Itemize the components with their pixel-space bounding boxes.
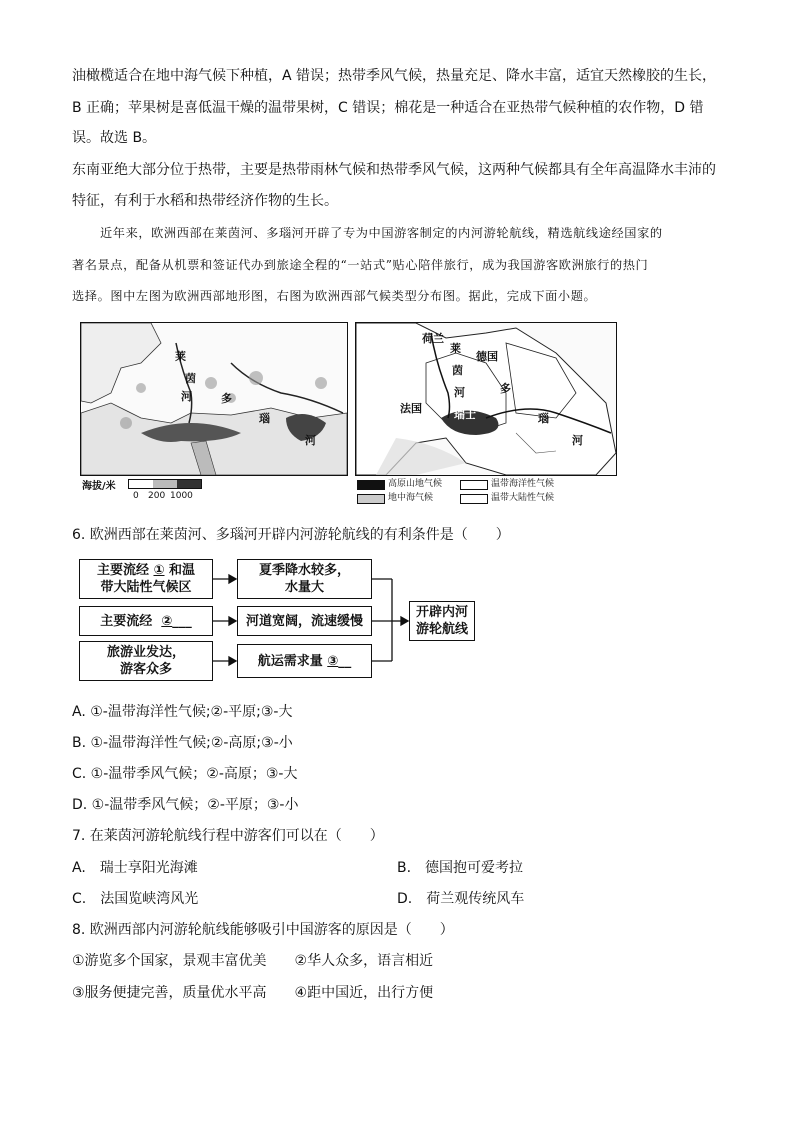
explanation-line: 误。故选 B。 <box>72 130 157 146</box>
elevation-tick: 200 <box>148 491 166 501</box>
flow-mid-2 <box>237 606 372 636</box>
intro-line: 近年来，欧洲西部在莱茵河、多瑙河开辟了专为中国游客制定的内河游轮航线，精选航线途经国家的 <box>100 226 663 240</box>
flow-mid-1-line1: 夏季降水较多， <box>258 563 350 578</box>
map-label-he: 河 <box>181 390 192 403</box>
q7-option-c: C. 法国览峡湾风光 <box>72 891 199 907</box>
q7-option-b: B. 德国抱可爱考拉 <box>397 860 524 876</box>
flow-mid-1-line2: 水量大 <box>284 580 324 595</box>
intro-line: 选择。图中左图为欧洲西部地形图，右图为欧洲西部气候类型分布图。据此，完成下面小题。 <box>72 289 597 303</box>
q6-option-a: A. ①-温带海洋性气候;②-平原;③-大 <box>72 704 293 720</box>
legend-mediterranean: 地中海气候 <box>388 493 434 503</box>
q6-option-d: D. ①-温带季风气候；②-平原；③-小 <box>72 797 299 813</box>
explanation-line: 东南亚绝大部分位于热带，主要是热带雨林气候和热带季风气候，这两种气候都具有全年高温降水丰沛的 <box>72 162 716 178</box>
elevation-legend-title: 海拔/米 <box>82 481 116 492</box>
flow-result-line1: 开辟内河 <box>415 605 468 620</box>
elevation-tick: 0 <box>133 491 139 501</box>
flow-box-3 <box>79 641 213 681</box>
flow-box-3-line2: 游客众多 <box>119 662 172 677</box>
map-label-lai: 莱 <box>175 350 186 363</box>
q8-stem: 8. 欧洲西部内河游轮航线能够吸引中国游客的原因是（ ） <box>72 922 454 938</box>
q7-option-a: A. 瑞士享阳光海滩 <box>72 860 198 876</box>
explanation-line: 特征，有利于水稻和热带经济作物的生长。 <box>72 193 338 209</box>
map-label-germany: 德国 <box>476 350 498 363</box>
map-label-duo: 多 <box>221 392 232 405</box>
flow-mid-2-line: 河道宽阔，流速缓慢 <box>245 613 363 629</box>
map-label-nao: 瑙 <box>259 412 270 425</box>
flow-box-1-line1: 主要流经 ① 和温 <box>96 563 196 578</box>
legend-oceanic: 温带海洋性气候 <box>491 479 555 489</box>
q8-statements-2: ③服务便捷完善，质量优水平高 ④距中国近，出行方便 <box>72 985 434 1001</box>
flow-result-line2: 游轮航线 <box>415 622 468 637</box>
q6-option-c: C. ①-温带季风气候；②-高原；③-大 <box>72 766 298 782</box>
map-label-netherlands: 荷兰 <box>422 332 444 345</box>
flow-result <box>409 601 475 641</box>
explanation-line: 油橄榄适合在地中海气候下种植，A 错误；热带季风气候，热量充足、降水丰富，适宜天然橡胶的生长， <box>72 68 717 84</box>
q6-option-b: B. ①-温带海洋性气候;②-高原;③-小 <box>72 735 293 751</box>
map-label-nao: 瑙 <box>538 412 549 425</box>
flow-box-3-line1: 旅游业发达， <box>106 645 185 660</box>
map-label-he: 河 <box>454 386 465 399</box>
explanation-line: B 正确；苹果树是喜低温干燥的温带果树，C 错误；棉花是一种适合在亚热带气候种植的农作物，D 错 <box>72 100 704 116</box>
q7-stem: 7. 在莱茵河游轮航线行程中游客们可以在（ ） <box>72 828 384 844</box>
map-label-yin: 茵 <box>452 364 463 377</box>
legend-continental: 温带大陆性气候 <box>491 493 555 503</box>
flow-mid-3 <box>237 644 372 678</box>
intro-line: 著名景点，配备从机票和签证代办到旅途全程的“一站式”贴心陪伴旅行，成为我国游客欧洲旅行的热门 <box>72 258 649 272</box>
flow-box-1-line2: 带大陆性气候区 <box>100 580 192 595</box>
legend-highland: 高原山地气候 <box>388 479 443 489</box>
map-label-he2: 河 <box>305 434 316 447</box>
q8-statements-1: ①游览多个国家，景观丰富优美 ②华人众多，语言相近 <box>72 953 434 969</box>
map-label-switzerland: 瑞士 <box>454 408 476 421</box>
flow-mid-3-line: 航运需求量 ③__ <box>257 653 352 669</box>
flow-mid-1 <box>237 559 372 599</box>
map-label-he2: 河 <box>572 434 583 447</box>
map-label-duo: 多 <box>500 382 511 395</box>
flow-box-2 <box>79 606 213 636</box>
elevation-tick: 1000 <box>170 491 193 501</box>
flow-box-1 <box>79 559 213 599</box>
flow-box-2-line: 主要流经 ②___ <box>100 613 192 629</box>
map-label-lai: 莱 <box>450 342 461 355</box>
q7-option-d: D. 荷兰观传统风车 <box>397 891 525 907</box>
q6-stem: 6. 欧洲西部在莱茵河、多瑙河开辟内河游轮航线的有利条件是（ ） <box>72 527 510 543</box>
map-label-yin: 茵 <box>185 372 196 385</box>
map-label-france: 法国 <box>400 402 422 415</box>
